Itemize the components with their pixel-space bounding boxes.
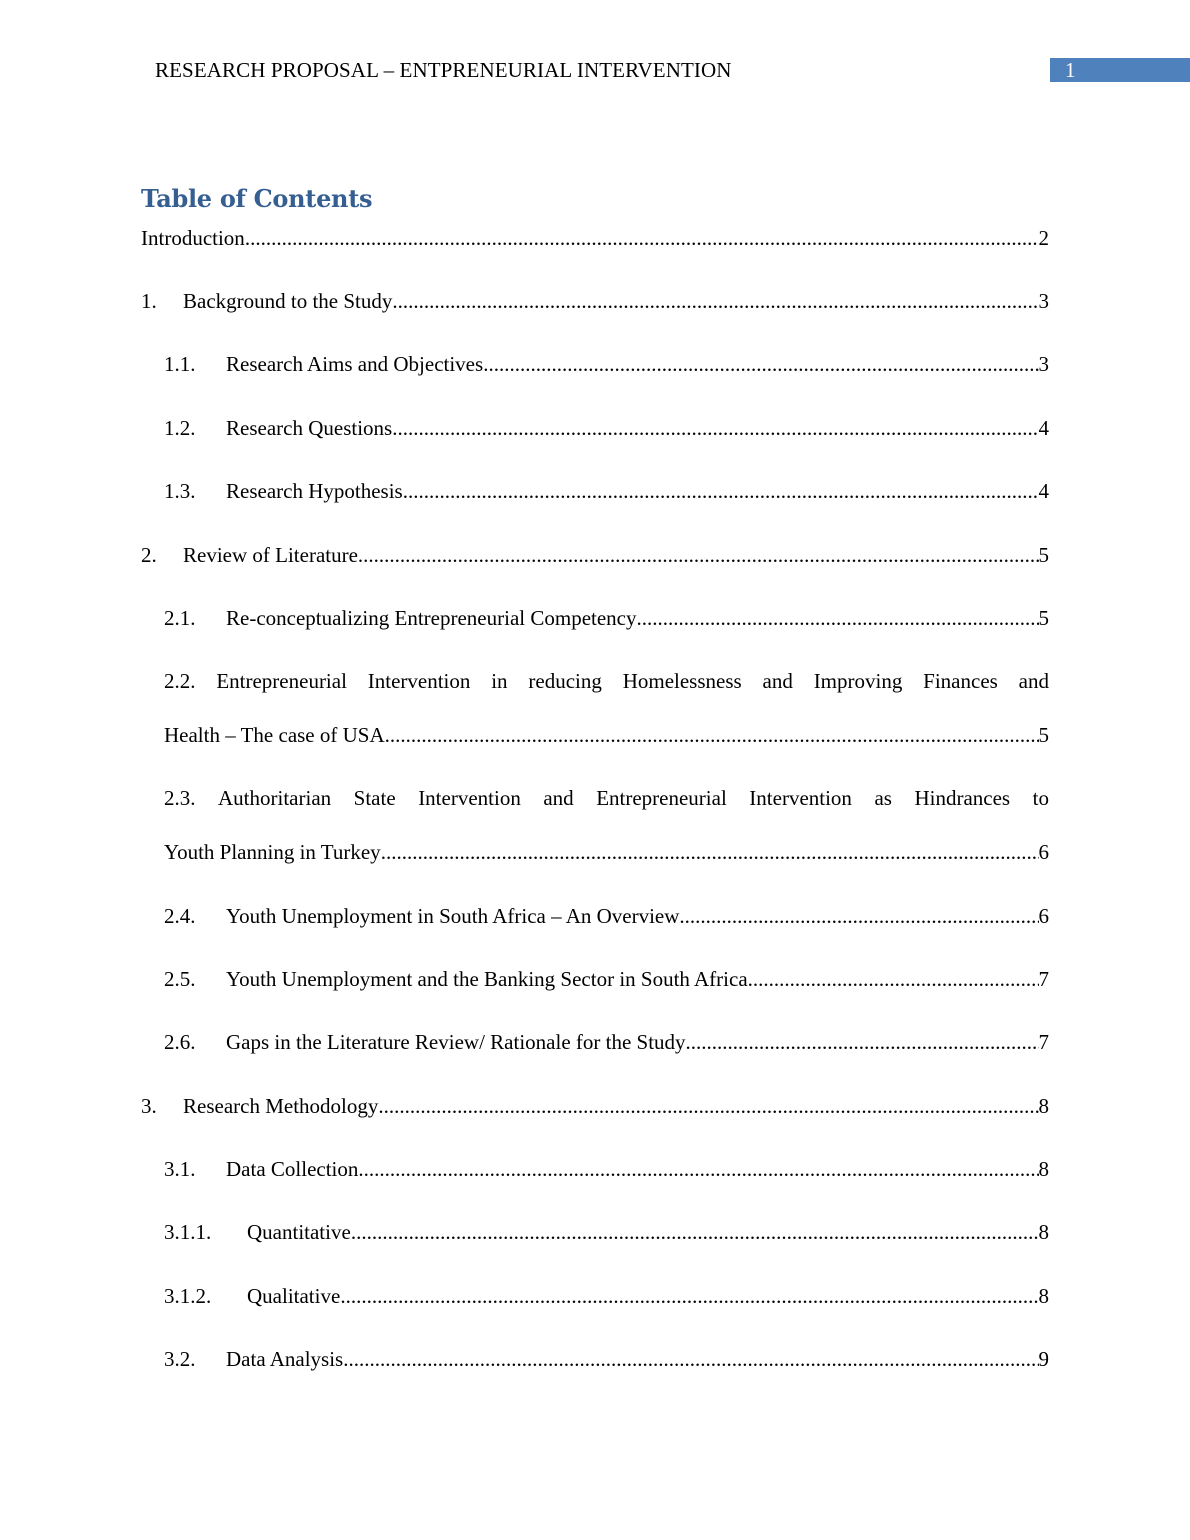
toc-word: Improving — [813, 669, 903, 693]
toc-dot-leader — [358, 1154, 1038, 1184]
toc-entry-label: Research Methodology — [183, 1094, 379, 1118]
toc-word: and — [543, 786, 574, 810]
toc-entry-research-hypothesis[interactable] — [164, 476, 1049, 506]
toc-entry-label: Research Aims and Objectives — [226, 352, 484, 376]
toc-entry-banking-sector[interactable] — [164, 964, 1049, 994]
toc-entry-number: 1. — [141, 289, 157, 313]
toc-dot-leader — [340, 1281, 1038, 1311]
toc-entry-label: Youth Unemployment and the Banking Sector in South Africa — [226, 967, 748, 991]
toc-word: Intervention — [418, 786, 521, 810]
toc-word: Intervention — [749, 786, 852, 810]
toc-dot-leader — [403, 476, 1039, 506]
toc-dot-leader — [351, 1217, 1039, 1247]
toc-entry-label: Review of Literature — [183, 543, 358, 567]
toc-entry-page: 5 — [1038, 543, 1049, 567]
toc-entry-reconceptualizing[interactable] — [164, 603, 1049, 633]
toc-dot-leader — [385, 720, 1039, 750]
toc-dot-leader — [748, 964, 1039, 994]
toc-entry-research-aims[interactable] — [164, 349, 1049, 379]
toc-word: and — [1018, 669, 1049, 693]
toc-entry-quantitative[interactable] — [164, 1217, 1049, 1247]
toc-entry-qualitative[interactable] — [164, 1281, 1049, 1311]
toc-entry-number: 2. — [141, 543, 157, 567]
toc-dot-leader — [378, 1091, 1038, 1121]
toc-entry-data-analysis[interactable] — [164, 1344, 1049, 1374]
toc-entry-number: 3.1. — [164, 1157, 196, 1181]
toc-dot-leader — [679, 901, 1038, 931]
toc-word: in — [491, 669, 508, 693]
toc-entry-number: 1.3. — [164, 479, 196, 503]
toc-entry-label: Qualitative — [247, 1284, 341, 1308]
toc-entry-page: 4 — [1038, 416, 1049, 440]
page-number-badge: 1 — [1050, 58, 1190, 82]
toc-dot-leader — [637, 603, 1039, 633]
toc-entry-label: Background to the Study — [183, 289, 393, 313]
toc-word: State — [353, 786, 396, 810]
toc-entry-second-line — [164, 720, 1049, 750]
toc-entry-data-collection[interactable] — [164, 1154, 1049, 1184]
toc-entry-page: 9 — [1038, 1347, 1049, 1371]
toc-dot-leader — [343, 1344, 1038, 1374]
toc-entry-number: 3.2. — [164, 1347, 196, 1371]
toc-dot-leader — [245, 223, 1039, 253]
toc-entry-page: 6 — [1038, 904, 1049, 928]
toc-entry-number: 2.6. — [164, 1030, 196, 1054]
toc-entry-label: Data Analysis — [226, 1347, 344, 1371]
toc-word: to — [1032, 786, 1049, 810]
toc-word: Intervention — [367, 669, 471, 693]
toc-entry-label: Introduction — [141, 226, 245, 250]
toc-entry-number: 1.1. — [164, 352, 196, 376]
toc-entry-number: 2.2. — [164, 669, 196, 693]
toc-entry-page: 8 — [1038, 1220, 1049, 1244]
toc-dot-leader — [686, 1027, 1039, 1057]
toc-entry-label: Research Questions — [226, 416, 393, 440]
toc-entry-first-line — [164, 783, 1049, 813]
toc-entry-page: 8 — [1038, 1284, 1049, 1308]
toc-word: Entrepreneurial — [216, 669, 347, 693]
toc-dot-leader — [392, 286, 1038, 316]
toc-entry-first-line — [164, 666, 1049, 696]
toc-entry-background[interactable] — [141, 286, 1049, 316]
toc-heading: Table of Contents — [141, 184, 373, 213]
toc-entry-review-of-literature[interactable] — [141, 540, 1049, 570]
toc-entry-page: 5 — [1038, 606, 1049, 630]
toc-entry-number: 2.4. — [164, 904, 196, 928]
toc-entry-number: 2.1. — [164, 606, 196, 630]
toc-entry-number: 3.1.1. — [164, 1220, 212, 1244]
toc-word: Homelessness — [622, 669, 742, 693]
toc-entry-page: 2 — [1038, 226, 1049, 250]
toc-dot-leader — [358, 540, 1039, 570]
toc-word: Hindrances — [914, 786, 1011, 810]
toc-entry-number: 2.3. — [164, 786, 196, 810]
toc-entry-label: Research Hypothesis — [226, 479, 403, 503]
toc-entry-gaps-rationale[interactable] — [164, 1027, 1049, 1057]
toc-entry-introduction[interactable] — [141, 223, 1049, 253]
toc-word: Finances — [923, 669, 998, 693]
toc-entry-number: 1.2. — [164, 416, 196, 440]
toc-word: reducing — [528, 669, 602, 693]
running-header-title: RESEARCH PROPOSAL – ENTPRENEURIAL INTERVENTION — [155, 58, 732, 82]
toc-word: as — [874, 786, 892, 810]
toc-entry-label: Data Collection — [226, 1157, 359, 1181]
toc-entry-research-questions[interactable] — [164, 413, 1049, 443]
toc-entry-page: 7 — [1038, 1030, 1049, 1054]
toc-entry-youth-unemployment-overview[interactable] — [164, 901, 1049, 931]
toc-entry-page: 7 — [1038, 967, 1049, 991]
toc-entry-label: Youth Unemployment in South Africa – An Overview — [226, 904, 680, 928]
toc-entry-label: Quantitative — [247, 1220, 351, 1244]
toc-entry-page: 3 — [1038, 289, 1049, 313]
toc-dot-leader — [381, 837, 1039, 867]
toc-entry-page: 8 — [1038, 1157, 1049, 1181]
toc-entry-number: 3.1.2. — [164, 1284, 212, 1308]
toc-dot-leader — [483, 349, 1038, 379]
toc-entry-page: 5 — [1038, 723, 1049, 747]
toc-dot-leader — [392, 413, 1038, 443]
toc-entry-page: 3 — [1038, 352, 1049, 376]
toc-entry-label-line2: Health – The case of USA — [164, 723, 385, 747]
toc-entry-page: 4 — [1038, 479, 1049, 503]
toc-word: Authoritarian — [218, 786, 332, 810]
toc-entry-page: 8 — [1038, 1094, 1049, 1118]
toc-entry-label: Gaps in the Literature Review/ Rationale for the Study — [226, 1030, 686, 1054]
toc-entry-number: 2.5. — [164, 967, 196, 991]
toc-entry-second-line — [164, 837, 1049, 867]
toc-entry-page: 6 — [1038, 840, 1049, 864]
toc-entry-number: 3. — [141, 1094, 157, 1118]
toc-entry-research-methodology[interactable] — [141, 1091, 1049, 1121]
toc-word: Entrepreneurial — [596, 786, 727, 810]
toc-entry-label: Re-conceptualizing Entrepreneurial Competency — [226, 606, 637, 630]
toc-word: and — [762, 669, 793, 693]
toc-entry-label-line2: Youth Planning in Turkey — [164, 840, 381, 864]
